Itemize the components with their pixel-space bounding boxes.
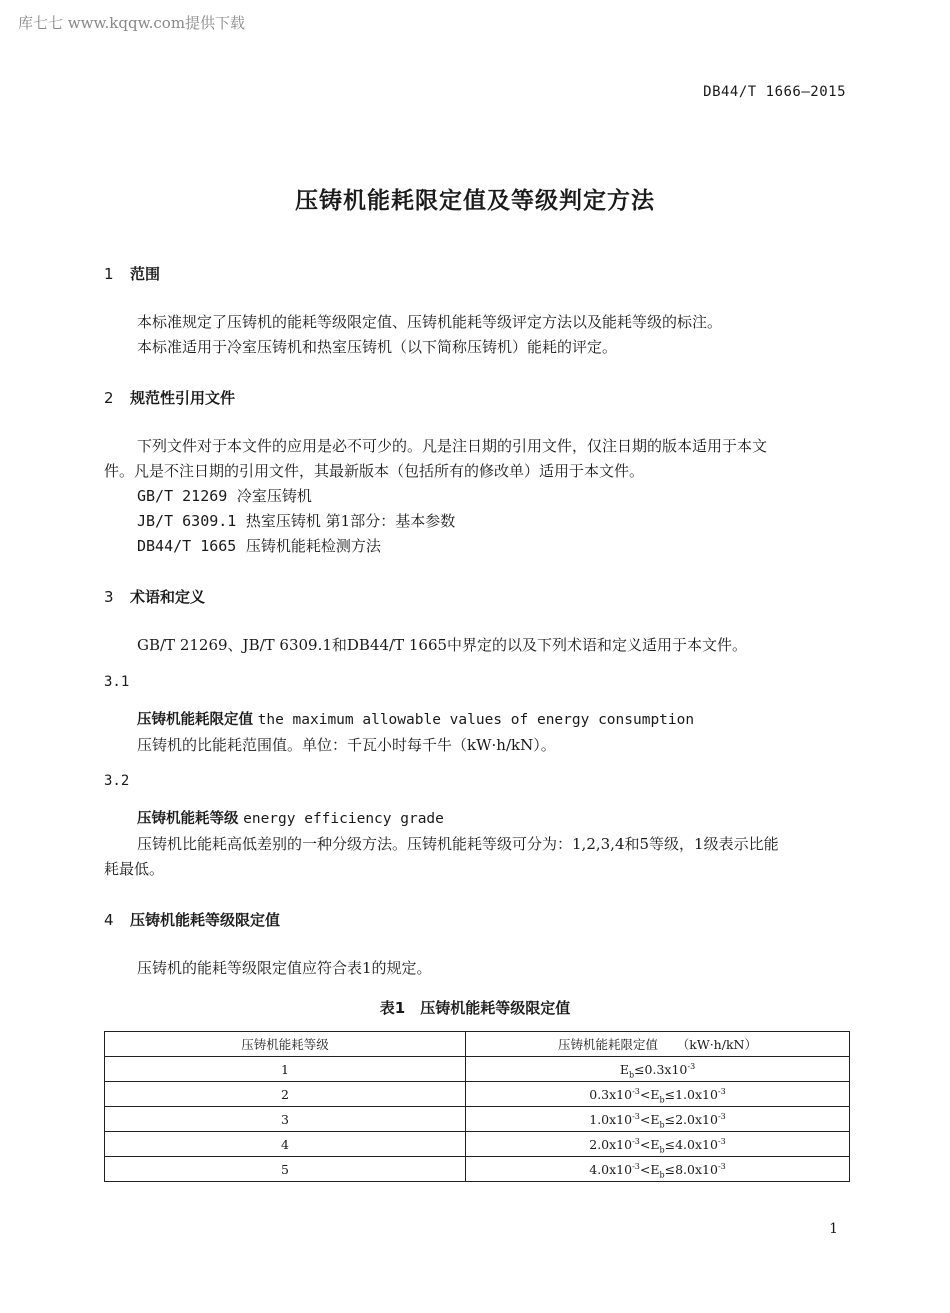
upper-bound: 4.0x10: [675, 1136, 718, 1152]
section-title: 规范性引用文件: [130, 389, 236, 407]
grade-cell: 3: [105, 1107, 466, 1132]
reference-item: [137, 484, 312, 509]
upper-bound: 8.0x10: [675, 1161, 718, 1177]
limit-cell: [466, 1157, 850, 1182]
section-title: 压铸机能耗等级限定值: [130, 911, 281, 929]
page-number: 1: [829, 1221, 838, 1237]
table-header-row: [105, 1032, 850, 1057]
column-header: 压铸机能耗等级: [105, 1032, 466, 1057]
symbol: E: [619, 1061, 629, 1077]
exponent: -3: [632, 1136, 640, 1146]
upper-bound: 0.3x10: [644, 1061, 688, 1077]
reference-name: 冷室压铸机: [236, 487, 312, 505]
limit-cell: [466, 1132, 850, 1157]
operator: <: [639, 1161, 651, 1177]
exponent: -3: [717, 1136, 726, 1146]
lower-bound: 2.0x10: [589, 1136, 633, 1152]
upper-bound: 1.0x10: [675, 1086, 718, 1102]
section-number: 1: [104, 265, 114, 283]
exponent: -3: [717, 1161, 726, 1171]
term-number: 3.1: [104, 674, 130, 690]
lower-bound: 0.3x10: [589, 1086, 633, 1102]
term-heading: [137, 708, 694, 733]
reference-name: 热室压铸机 第1部分：基本参数: [245, 512, 456, 530]
exponent: -3: [717, 1111, 726, 1121]
operator: ≤: [664, 1111, 676, 1127]
term-en: energy efficiency grade: [243, 811, 444, 827]
subscript: b: [628, 1070, 635, 1079]
operator: <: [639, 1111, 651, 1127]
reference-code: GB/T 21269: [137, 487, 228, 505]
grade-cell: 4: [105, 1132, 466, 1157]
table-row: [105, 1157, 850, 1182]
paragraph: GB/T 21269、JB/T 6309.1和DB44/T 1665中界定的以及下列术语和定义适用于本文件。: [137, 636, 748, 654]
reference-name: 压铸机能耗检测方法: [245, 537, 381, 555]
term-definition: 压铸机的比能耗范围值。单位：千瓦小时每千牛（kW·h/kN）。: [137, 736, 556, 754]
lower-bound: 4.0x10: [589, 1161, 633, 1177]
symbol: E: [650, 1136, 660, 1152]
limit-cell: [466, 1057, 850, 1082]
limit-cell: [466, 1082, 850, 1107]
term-zh: 压铸机能耗限定值: [137, 712, 253, 728]
section-number: 2: [104, 389, 114, 407]
exponent: -3: [632, 1086, 640, 1096]
section-2-heading: [104, 387, 235, 408]
page-title: 压铸机能耗限定值及等级判定方法: [295, 188, 655, 214]
grade-cell: 5: [105, 1157, 466, 1182]
section-number: 4: [104, 911, 114, 929]
paragraph: 压铸机的能耗等级限定值应符合表1的规定。: [137, 959, 432, 977]
exponent: -3: [632, 1161, 640, 1171]
section-3-heading: [104, 586, 205, 607]
term-zh: 压铸机能耗等级: [137, 811, 239, 827]
paragraph: 下列文件对于本文件的应用是必不可少的。凡是注日期的引用文件，仅注日期的版本适用于本文: [137, 437, 768, 455]
watermark-text: 库七七 www.kqqw.com提供下载: [18, 14, 246, 32]
term-number: 3.2: [104, 773, 130, 789]
section-title: 范围: [130, 265, 161, 283]
grade-table: [104, 1031, 850, 1182]
exponent: -3: [717, 1086, 726, 1096]
document-number: DB44/T 1666—2015: [703, 84, 846, 100]
operator: <: [639, 1136, 651, 1152]
subscript: b: [659, 1095, 665, 1104]
term-heading: [137, 807, 444, 832]
operator: ≤: [664, 1136, 676, 1152]
section-4-heading: [104, 909, 280, 930]
paragraph-continuation: 件。凡是不注日期的引用文件，其最新版本（包括所有的修改单）适用于本文件。: [104, 462, 645, 480]
subscript: b: [659, 1145, 665, 1154]
subscript: b: [659, 1170, 665, 1179]
table-row: [105, 1107, 850, 1132]
paragraph: 本标准规定了压铸机的能耗等级限定值、压铸机能耗等级评定方法以及能耗等级的标注。: [137, 313, 723, 331]
operator: ≤: [634, 1061, 645, 1077]
table-row: [105, 1082, 850, 1107]
operator: <: [639, 1086, 651, 1102]
exponent: -3: [632, 1111, 640, 1121]
section-1-heading: [104, 263, 160, 284]
lower-bound: 1.0x10: [589, 1111, 633, 1127]
grade-cell: 2: [105, 1082, 466, 1107]
term-en: the maximum allowable values of energy consumption: [257, 712, 695, 728]
term-definition-continuation: 耗最低。: [104, 860, 165, 878]
reference-item: [137, 509, 455, 534]
reference-item: [137, 534, 381, 559]
section-title: 术语和定义: [130, 588, 206, 606]
symbol: E: [650, 1086, 660, 1102]
table-caption: 表1 压铸机能耗等级限定值: [379, 999, 571, 1017]
term-definition: 压铸机比能耗高低差别的一种分级方法。压铸机能耗等级可分为：1,2,3,4和5等级，1级表示比能: [137, 835, 779, 853]
reference-code: JB/T 6309.1: [137, 512, 237, 530]
grade-cell: 1: [105, 1057, 466, 1082]
paragraph: 本标准适用于冷室压铸机和热室压铸机（以下简称压铸机）能耗的评定。: [137, 338, 618, 356]
exponent: -3: [687, 1061, 696, 1071]
symbol: E: [650, 1161, 660, 1177]
table-row: [105, 1057, 850, 1082]
table-row: [105, 1132, 850, 1157]
column-header: 压铸机能耗限定值 （kW·h/kN）: [466, 1032, 850, 1057]
reference-code: DB44/T 1665: [137, 537, 237, 555]
symbol: E: [650, 1111, 660, 1127]
operator: ≤: [664, 1161, 676, 1177]
limit-cell: [466, 1107, 850, 1132]
operator: ≤: [664, 1086, 676, 1102]
upper-bound: 2.0x10: [675, 1111, 718, 1127]
subscript: b: [659, 1120, 665, 1129]
section-number: 3: [104, 588, 114, 606]
